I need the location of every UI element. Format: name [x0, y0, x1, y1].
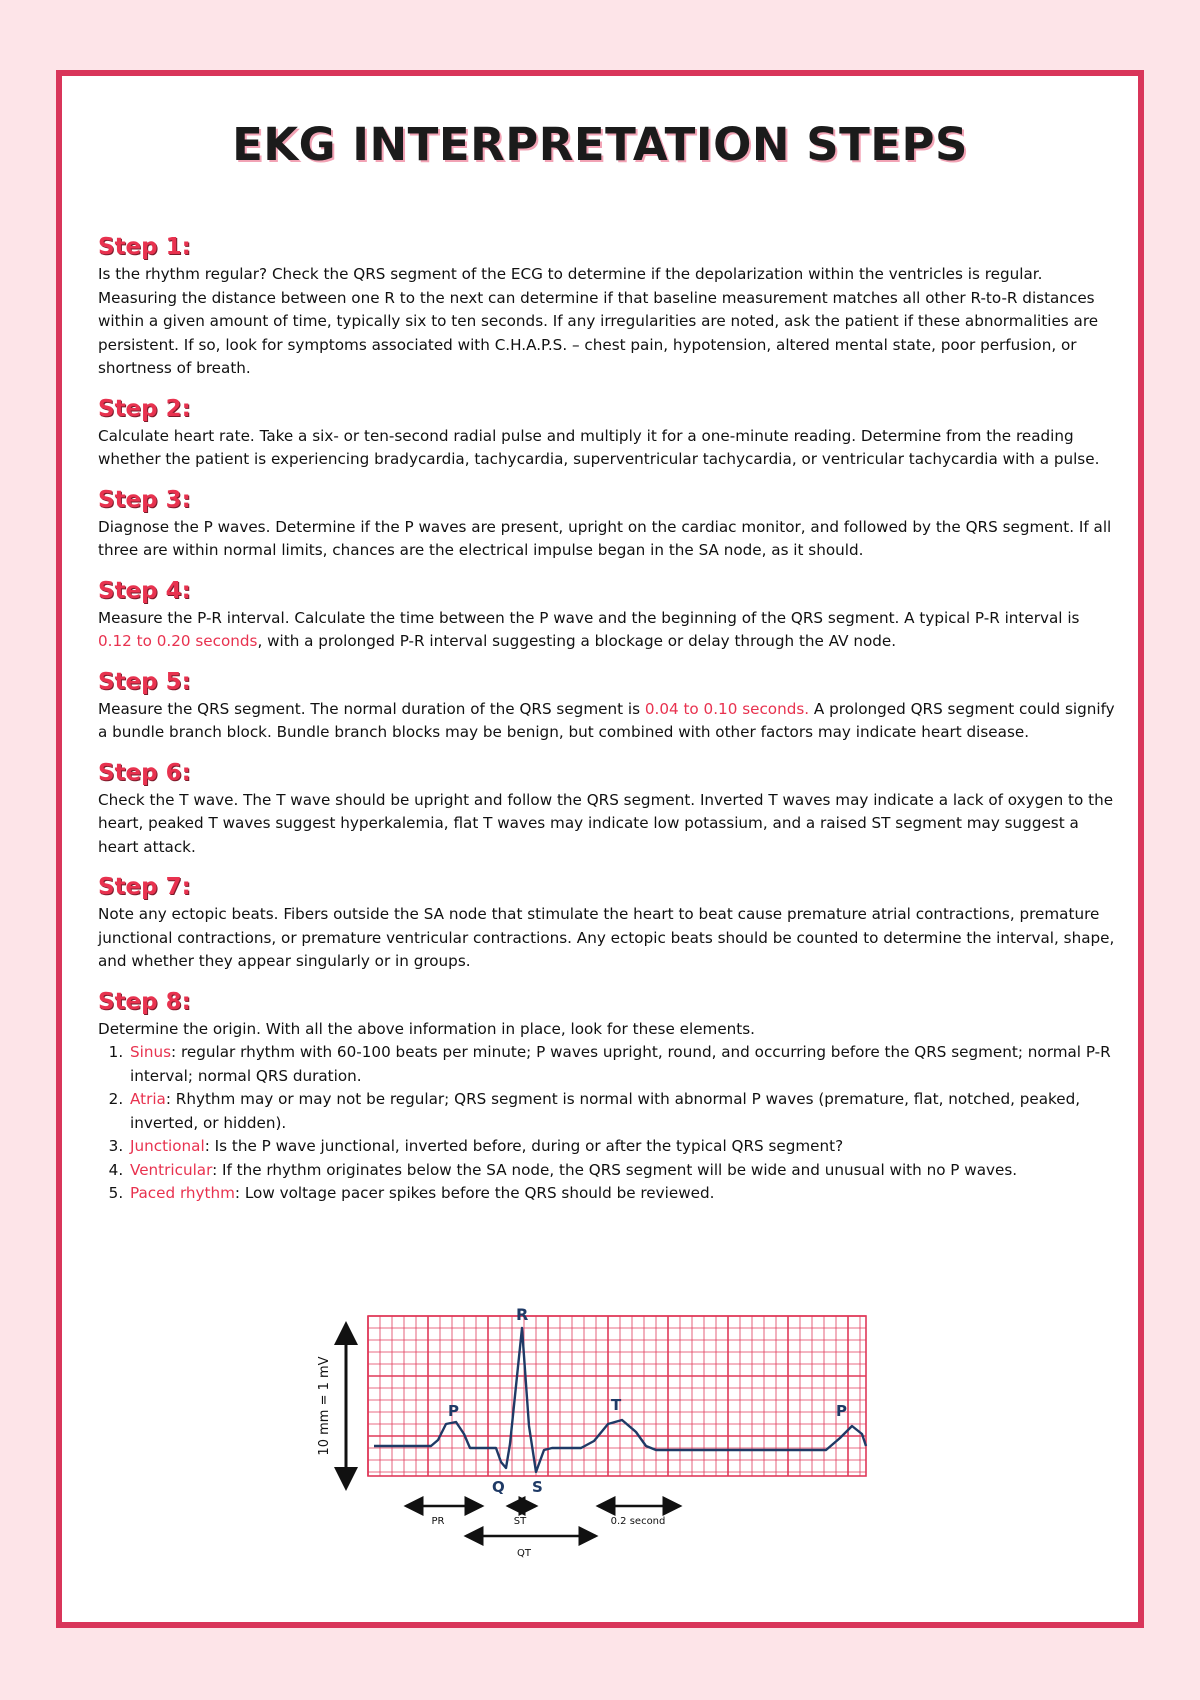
origin-item-junctional [128, 1135, 1118, 1159]
origin-item-sinus [128, 1041, 1118, 1088]
mv-scale-label: 10 mm = 1 mV [317, 1356, 332, 1456]
st-segment-label: ST [513, 1516, 527, 1527]
origin-label: Paced rhythm [130, 1184, 235, 1202]
origin-item-atria [128, 1088, 1118, 1135]
label-p-wave: P [448, 1402, 459, 1420]
step-text [98, 698, 1118, 745]
steps-list [98, 233, 1118, 1220]
step-text [98, 607, 1118, 654]
step-1 [98, 233, 1118, 381]
step-heading: Step 8: [98, 988, 191, 1015]
origin-text: : Rhythm may or may not be regular; QRS segment is normal with abnormal P waves (premature, flat, notched, peaked, inverted, or hidden). [130, 1090, 1081, 1132]
step-text: Determine the origin. With all the above information in place, look for these elements. [98, 1019, 755, 1038]
pr-interval-value: 0.12 to 0.20 seconds [98, 632, 258, 650]
step-4 [98, 577, 1118, 654]
step-text-after: , with a prolonged P-R interval suggesting a blockage or delay through the AV node. [257, 632, 897, 650]
step-7 [98, 873, 1118, 974]
origin-label: Ventricular [130, 1160, 213, 1179]
step-2 [98, 395, 1118, 472]
label-p-wave-2: P [836, 1402, 847, 1420]
label-t-wave: T [611, 1396, 622, 1414]
step-6 [98, 759, 1118, 860]
origin-item-ventricular [128, 1159, 1118, 1183]
origin-label: Atria [130, 1090, 166, 1108]
label-r-wave: R [516, 1305, 529, 1324]
origin-text: : Low voltage pacer spikes before the QRS should be reviewed. [234, 1184, 715, 1202]
step-text-before: Measure the P-R interval. Calculate the time between the P wave and the beginning of the QRS segment. A typical P-R interval is [98, 608, 1080, 627]
step-text: Calculate heart rate. Take a six- or ten-second radial pulse and multiply it for a one-minute reading. Determine from the reading whether the patient is experiencing bradycardia, tachycardia, superventricular tachycardia, or ventricular tachycardia with a pulse. [98, 426, 1100, 468]
qt-interval-label: QT [517, 1548, 531, 1559]
step-8 [98, 988, 1118, 1206]
step-text: Is the rhythm regular? Check the QRS segment of the ECG to determine if the depolarization within the ventricles is regular. Measuring the distance between one R to the next can determine if that baseline measurement matches all other R-to-R distances within a given amount of time, typically six to ten seconds. If any irregularities are noted, ask the patient if these abnormalities are persistent. If so, look for symptoms associated with C.H.A.P.S. – chest pain, hypotension, altered mental state, poor perfusion, or shortness of breath. [98, 265, 1099, 377]
origin-item-paced [128, 1182, 1118, 1206]
step-heading: Step 7: [98, 874, 191, 900]
step-text: Note any ectopic beats. Fibers outside the SA node that stimulate the heart to beat cause premature atrial contractions, premature junctional contractions, or premature ventricular contractions. Any ectopic beats should be counted to determine the interval, shape, and whether they appear singularly or in groups. [98, 905, 1115, 970]
step-3 [98, 486, 1118, 563]
origin-text: : Is the P wave junctional, inverted before, during or after the typical QRS segment? [204, 1137, 844, 1155]
step-heading: Step 1: [98, 234, 191, 260]
second-scale-label: 0.2 second [610, 1516, 666, 1527]
step-text-after: A prolonged QRS segment could signify a bundle branch block. Bundle branch blocks may be benign, but combined with other factors may indicate heart disease. [98, 699, 1115, 741]
origin-label: Sinus [130, 1043, 172, 1061]
step-heading: Step 4: [98, 577, 191, 604]
label-s-wave: S [532, 1478, 543, 1496]
ekg-diagram [317, 1305, 866, 1626]
step-text: Check the T wave. The T wave should be upright and follow the QRS segment. Inverted T waves may indicate a lack of oxygen to the heart, peaked T waves suggest hyperkalemia, flat T waves may indicate low potassium, and a raised ST segment may suggest a heart attack. [98, 790, 1114, 856]
origin-text: : If the rhythm originates below the SA node, the QRS segment will be wide and unusual with no P waves. [212, 1160, 1018, 1179]
step-heading: Step 2: [98, 395, 191, 422]
step-5 [98, 668, 1118, 745]
origin-label: Junctional [130, 1137, 205, 1155]
qrs-duration-value: 0.04 to 0.10 seconds. [644, 699, 810, 718]
step-text-before: Measure the QRS segment. The normal duration of the QRS segment is [98, 699, 645, 718]
step-heading: Step 6: [98, 759, 191, 786]
ekg-diagram-svg [317, 1305, 866, 1626]
origin-list [98, 1041, 1118, 1206]
page-frame [56, 70, 1144, 1628]
step-text: Diagnose the P waves. Determine if the P waves are present, upright on the cardiac monitor, and followed by the QRS segment. If all three are within normal limits, chances are the electrical impulse began in the SA node, as it should. [98, 517, 1112, 559]
page-title: EKG INTERPRETATION STEPS [232, 118, 968, 171]
label-q-wave: Q [492, 1478, 505, 1496]
step-heading: Step 5: [98, 668, 191, 695]
pr-interval-label: PR [431, 1516, 445, 1527]
step-heading: Step 3: [98, 486, 191, 513]
origin-text: : regular rhythm with 60-100 beats per minute; P waves upright, round, and occurring before the QRS segment; normal P-R interval; normal QRS duration. [130, 1043, 1111, 1085]
